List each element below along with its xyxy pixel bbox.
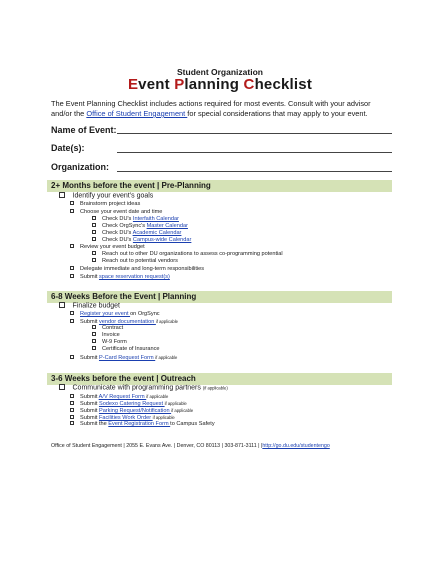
space-reservation-link[interactable]: space reservation request(s)	[98, 274, 170, 280]
section-pre-planning: 2+ Months before the event | Pre-Planning	[47, 180, 392, 192]
campus-calendar-link[interactable]: Campus-wide Calendar	[132, 237, 192, 243]
checkbox[interactable]	[92, 230, 96, 234]
organization-field[interactable]	[117, 171, 392, 172]
title-letter-c: C	[243, 76, 255, 93]
checkbox[interactable]	[70, 394, 74, 398]
item-label: Communicate with programming partners	[72, 384, 201, 392]
footer-contact-text: Office of Student Engagement | 2055 E. Evans Ave. | Denver, CO 80113 | 303-871-3111 | |	[51, 443, 263, 449]
checkbox[interactable]	[92, 346, 96, 350]
title-part-lanning: lanning	[184, 76, 244, 93]
item-label: Reach out to potential vendors	[102, 258, 178, 264]
list-item	[70, 266, 204, 273]
parking-request-link[interactable]: Parking Request/Notification	[98, 408, 172, 414]
list-item	[92, 258, 178, 265]
list-item	[70, 354, 177, 362]
page-title	[0, 76, 440, 93]
footer	[51, 443, 330, 449]
academic-calendar-link[interactable]: Academic Calendar	[132, 230, 182, 236]
list-item	[92, 339, 127, 346]
title-part-hecklist: hecklist	[254, 76, 313, 93]
item-label: Check DU's	[102, 230, 133, 236]
item-label: W-9 Form	[102, 339, 127, 345]
checkbox[interactable]	[70, 311, 74, 315]
checkbox[interactable]	[70, 266, 74, 270]
item-label: Check OrgSync's	[102, 223, 147, 229]
intro-text-2: for special considerations that may apply to your event.	[187, 109, 368, 118]
checkbox[interactable]	[92, 223, 96, 227]
title-letter-e: E	[127, 76, 139, 93]
item-label: Submit	[80, 408, 99, 414]
list-item	[59, 384, 228, 393]
checkbox[interactable]	[70, 401, 74, 405]
dates-field[interactable]	[117, 152, 392, 153]
checkbox[interactable]	[92, 258, 96, 262]
item-label: Check DU's	[102, 216, 133, 222]
applicability-note: if applicable	[155, 355, 178, 360]
checkbox[interactable]	[92, 216, 96, 220]
list-item	[70, 209, 162, 216]
sodexo-catering-link[interactable]: Sodexo Catering Request	[98, 401, 165, 407]
list-item	[59, 302, 120, 311]
checkbox[interactable]	[70, 244, 74, 248]
applicability-note: if applicable	[164, 401, 187, 406]
checkbox[interactable]	[59, 192, 65, 198]
av-request-link[interactable]: A/V Request Form	[98, 394, 147, 400]
list-item	[92, 237, 191, 244]
checkbox[interactable]	[92, 332, 96, 336]
list-item	[92, 251, 283, 258]
checkbox[interactable]	[70, 421, 74, 425]
item-label: Delegate immediate and long-term responsibilities	[80, 266, 205, 272]
checkbox[interactable]	[70, 355, 74, 359]
list-item	[92, 216, 179, 223]
item-label: Finalize budget	[72, 302, 120, 310]
checkbox[interactable]	[92, 325, 96, 329]
checkbox[interactable]	[70, 274, 74, 278]
organization-label: Organization:	[51, 162, 109, 172]
item-label: Submit	[80, 274, 99, 280]
footer-website-link[interactable]: http://go.du.edu/studentengo	[262, 443, 330, 449]
item-label: Submit	[80, 355, 99, 361]
pcard-request-link[interactable]: P-Card Request Form	[98, 355, 156, 361]
applicability-note: if applicable	[146, 394, 169, 399]
item-label: on OrgSync	[130, 311, 160, 317]
event-name-label: Name of Event:	[51, 125, 117, 135]
checkbox[interactable]	[70, 415, 74, 419]
dates-label: Date(s):	[51, 143, 85, 153]
item-label: Check DU's	[102, 237, 133, 243]
list-item	[92, 346, 160, 353]
list-item	[70, 311, 160, 318]
item-label: to Campus Safety	[170, 421, 215, 427]
org-heading: Student Organization	[177, 67, 263, 77]
checkbox[interactable]	[92, 251, 96, 255]
checkbox[interactable]	[70, 319, 74, 323]
checkbox[interactable]	[92, 339, 96, 343]
list-item	[92, 332, 120, 339]
list-item	[92, 223, 188, 230]
student-engagement-link[interactable]: Office of Student Engagement	[86, 109, 188, 118]
event-name-field[interactable]	[117, 133, 392, 134]
title-letter-p: P	[174, 76, 185, 93]
event-registration-link[interactable]: Event Registration Form	[108, 421, 171, 427]
item-label: Contract	[102, 325, 124, 331]
checkbox[interactable]	[59, 302, 65, 308]
section-outreach: 3-6 Weeks before the event | Outreach	[47, 373, 392, 385]
title-part-vent: vent	[138, 76, 175, 93]
vendor-documentation-link[interactable]: vendor documentation	[98, 319, 156, 325]
checkbox[interactable]	[70, 201, 74, 205]
list-item	[70, 318, 178, 326]
section-planning: 6-8 Weeks Before the Event | Planning	[47, 291, 392, 303]
item-label: Review your event budget	[80, 244, 145, 250]
applicability-note: if applicable	[152, 415, 175, 420]
list-item	[70, 274, 170, 281]
item-label: Submit	[80, 394, 99, 400]
item-label: Submit	[80, 415, 99, 421]
register-event-link[interactable]: Register your event	[80, 311, 131, 317]
interfaith-calendar-link[interactable]: Interfaith Calendar	[132, 216, 179, 222]
item-label: Submit	[80, 401, 99, 407]
list-item	[70, 201, 140, 208]
checkbox[interactable]	[59, 384, 65, 390]
item-label: Choose your event date and time	[80, 209, 163, 215]
item-label: Certificate of Insurance	[102, 346, 160, 352]
item-label: Reach out to other DU organizations to assess co-programming potential	[102, 251, 283, 257]
list-item	[92, 325, 123, 332]
checkbox[interactable]	[70, 408, 74, 412]
master-calendar-link[interactable]: Master Calendar	[146, 223, 188, 229]
intro-paragraph	[51, 99, 391, 119]
applicability-note: (if applicable)	[202, 385, 228, 391]
list-item	[70, 244, 145, 251]
applicability-note: if applicable	[171, 408, 194, 413]
item-label: Submit the	[80, 421, 109, 427]
list-item	[59, 192, 153, 201]
checkbox[interactable]	[92, 237, 96, 241]
item-label: Brainstorm project ideas	[80, 201, 141, 207]
facilities-work-order-link[interactable]: Facilities Work Order	[98, 415, 153, 421]
list-item	[70, 421, 215, 428]
list-item	[92, 230, 181, 237]
item-label: Identify your event’s goals	[72, 192, 154, 200]
applicability-note: if applicable	[155, 319, 179, 324]
intro-text-1: The Event Planning Checklist includes actions required for most events. Consult with your advisor and/or the	[51, 99, 371, 118]
checkbox[interactable]	[70, 209, 74, 213]
item-label: Submit	[80, 319, 99, 325]
item-label: Invoice	[102, 332, 120, 338]
